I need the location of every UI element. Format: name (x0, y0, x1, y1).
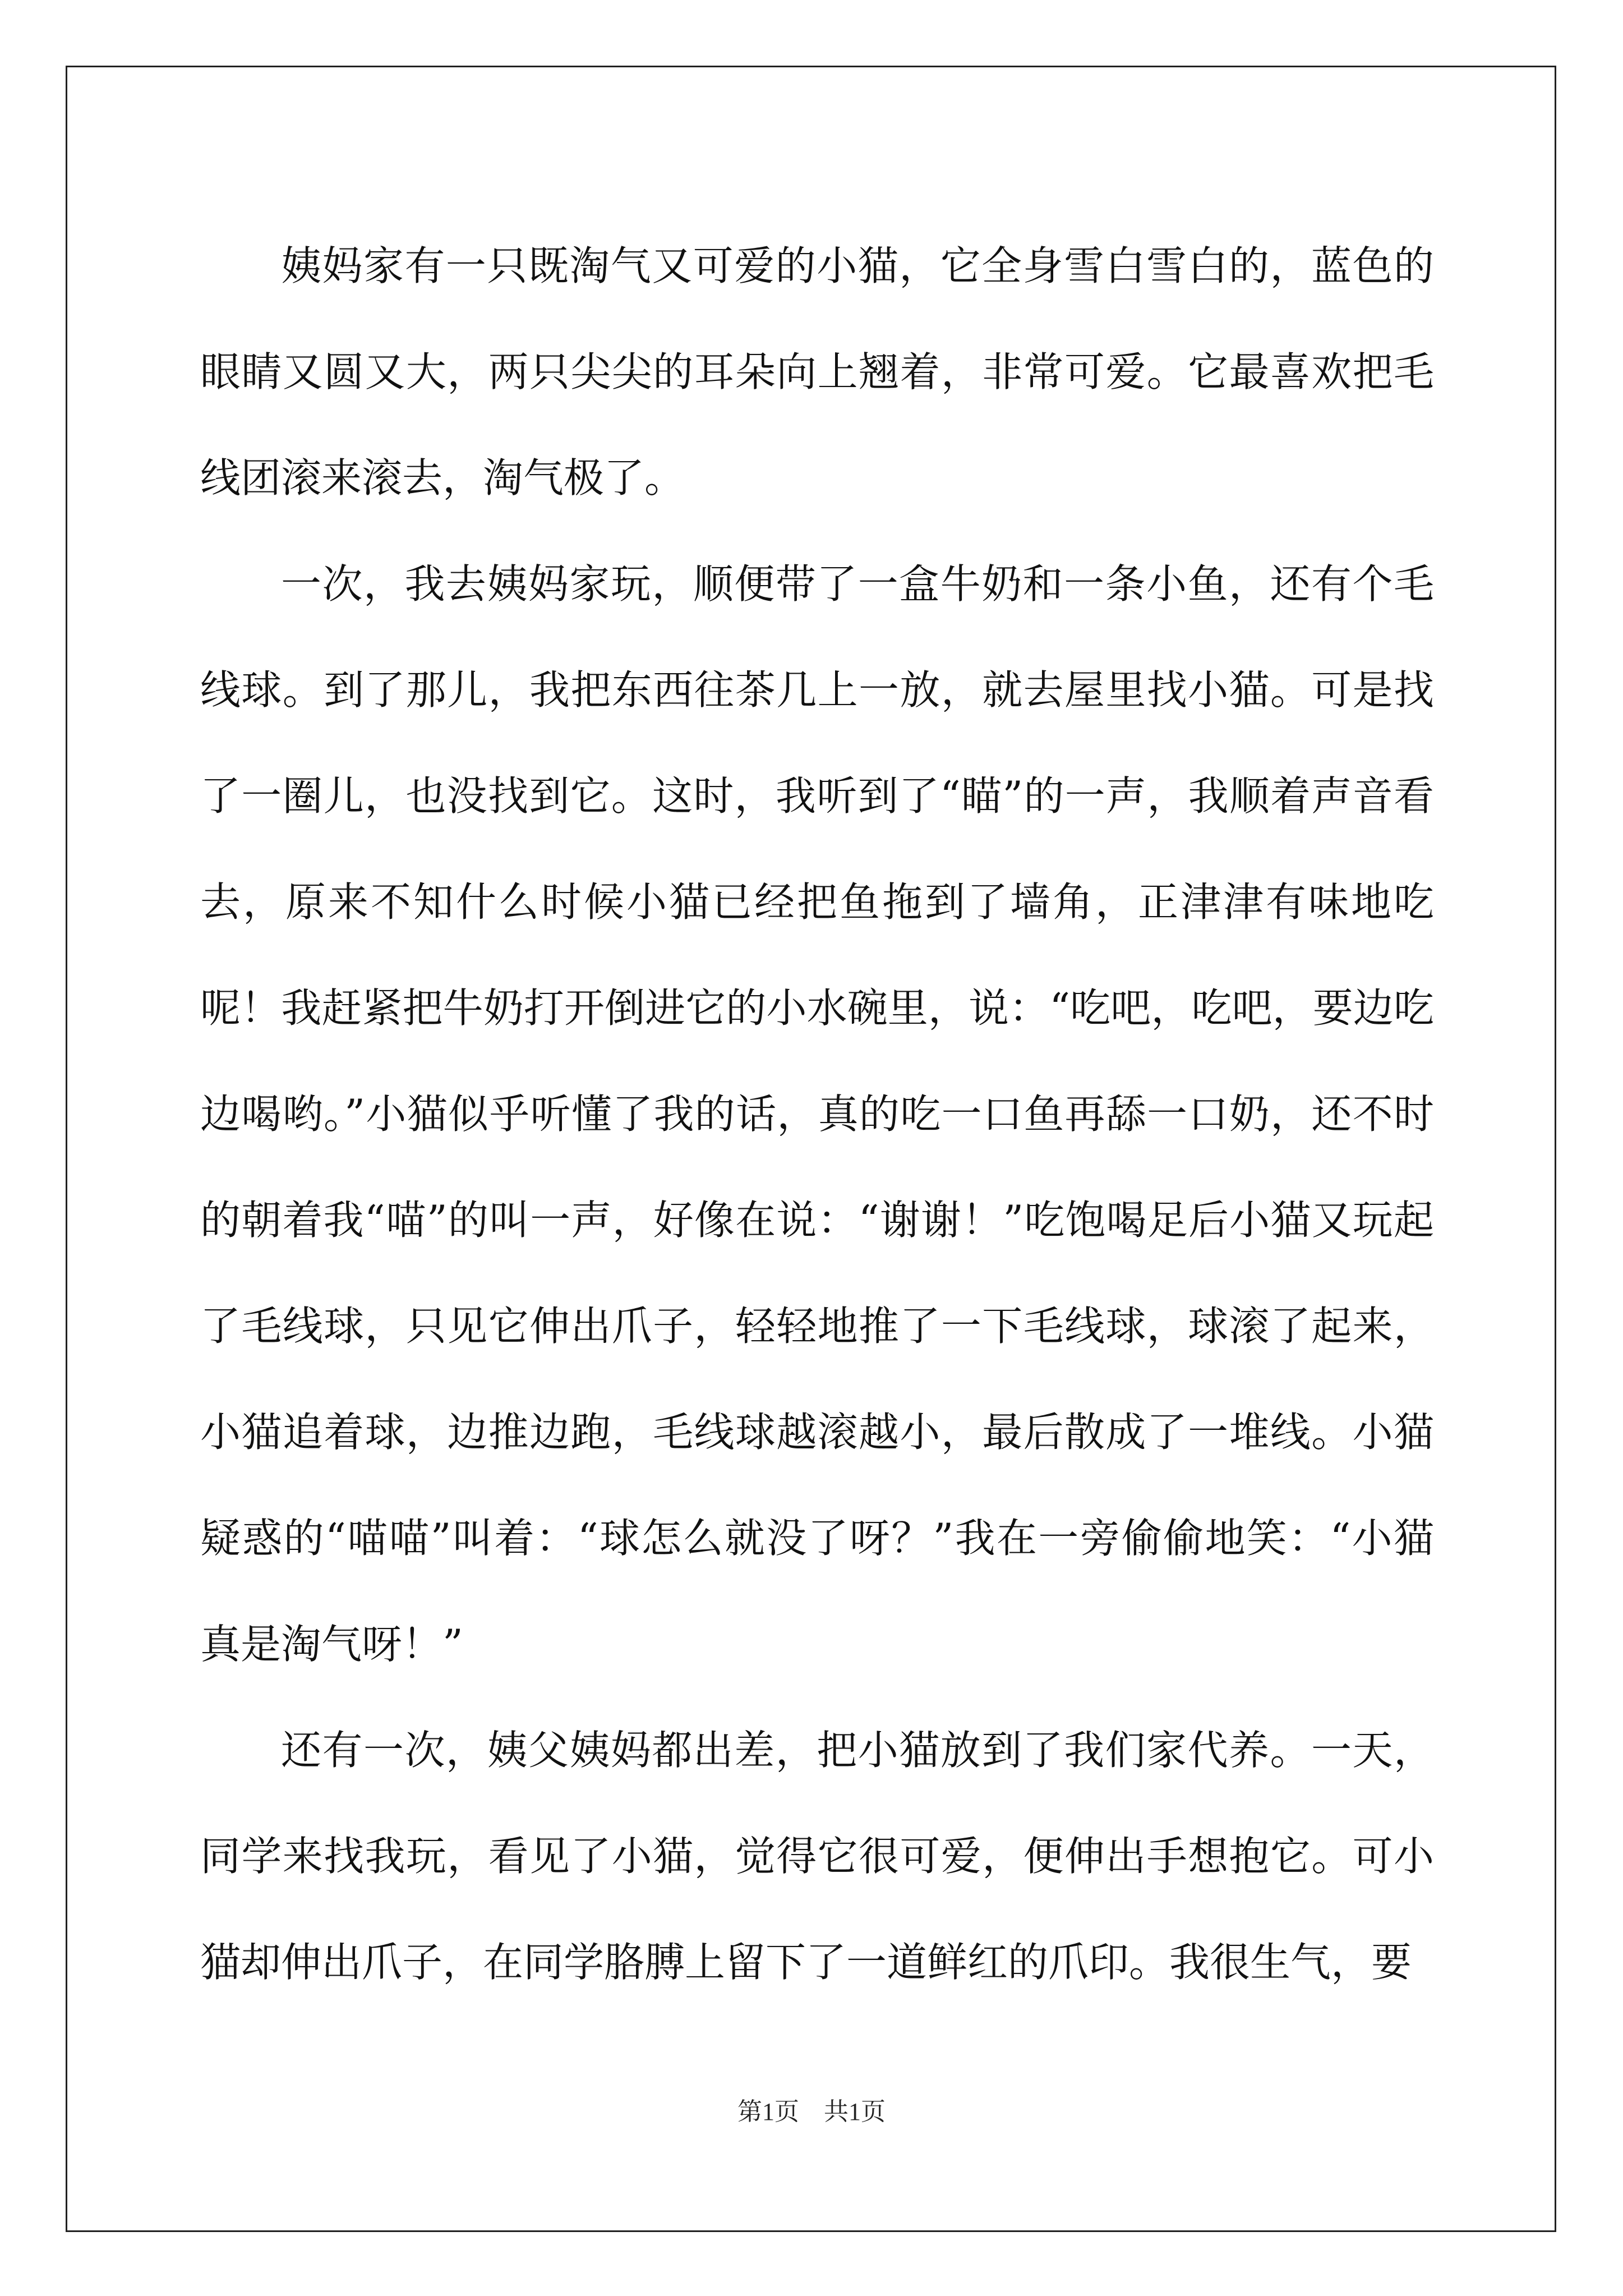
paragraph-1: 姨妈家有一只既淘气又可爱的小猫，它全身雪白雪白的，蓝色的眼睛又圆又大，两只尖尖的耳朵向上翘着，非常可爱。它最喜欢把毛线团滚来滚去，淘气极了。 (200, 242, 1434, 501)
page-number-total: 共1页 (824, 2098, 886, 2125)
page-number-current: 第1页 (737, 2098, 799, 2125)
paragraph-3: 还有一次，姨父姨妈都出差，把小猫放到了我们家代养。一天，同学来找我玩，看见了小猫，觉得它很可爱，便伸出手想抱它。可小猫却伸出爪子，在同学胳膊上留下了一道鲜红的爪印。我很生气，要 (200, 1727, 1434, 1986)
page-footer (0, 2091, 1623, 2127)
paragraph-2: 一次，我去姨妈家玩，顺便带了一盒牛奶和一条小鱼，还有个毛线球。到了那儿，我把东西往茶几上一放，就去屋里找小猫。可是找了一圈儿，也没找到它。这时，我听到了“瞄”的一声，我顺着声音看去，原来不知什么时候小猫已经把鱼拖到了墙角，正津津有味地吃呢！我赶紧把牛奶打开倒进它的小水碗里，说：“吃吧，吃吧，要边吃边喝哟。”小猫似乎听懂了我的话，真的吃一口鱼再舔一口奶，还不时的朝着我“喵”的叫一声，好像在说：“谢谢！”吃饱喝足后小猫又玩起了毛线球，只见它伸出爪子，轻轻地推了一下毛线球，球滚了起来，小猫追着球，边推边跑，毛线球越滚越小，最后散成了一堆线。小猫疑惑的“喵喵”叫着：“球怎么就没了呀？”我在一旁偷偷地笑：“小猫真是淘气呀！” (200, 560, 1434, 1668)
document-body (200, 213, 1434, 2016)
